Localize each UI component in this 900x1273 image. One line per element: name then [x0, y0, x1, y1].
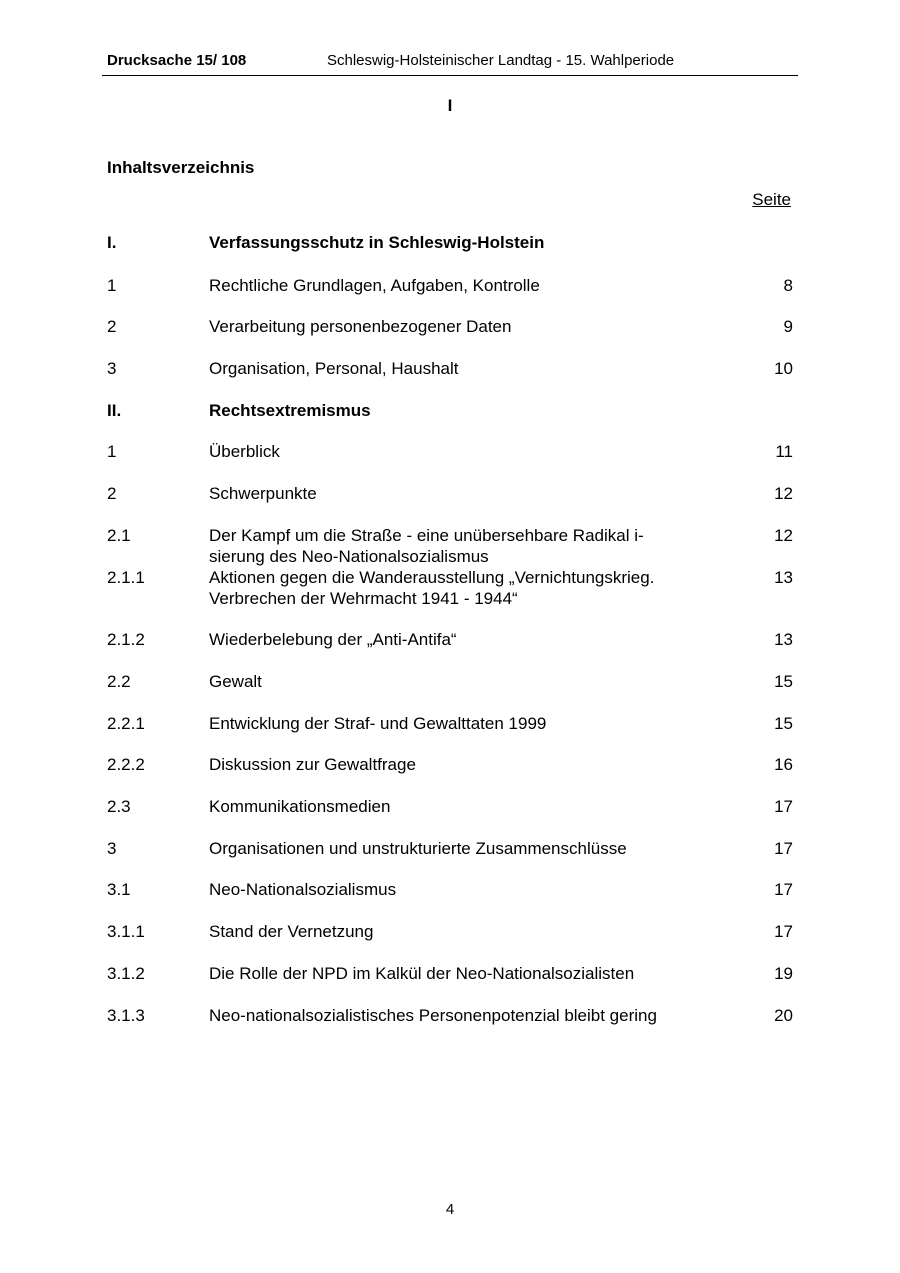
page-number: 4 — [445, 1201, 455, 1218]
toc-entry-text: Stand der Vernetzung — [209, 922, 374, 941]
toc-entry-text: Organisation, Personal, Haushalt — [209, 359, 459, 378]
toc-entry-number: 1 — [107, 276, 117, 295]
toc-entry — [107, 316, 793, 337]
toc-entry-number: 3.1 — [107, 880, 131, 899]
document-number: Drucksache 15/ 108 — [107, 52, 247, 69]
toc-entry-text: Verarbeitung personenbezogener Daten — [209, 317, 512, 336]
toc-entry-page: 17 — [774, 797, 793, 816]
toc-entry-page: 12 — [774, 484, 793, 503]
toc-entry — [107, 1005, 793, 1026]
toc-entry-text: Entwicklung der Straf- und Gewalttaten 1999 — [209, 714, 547, 733]
toc-entry-number: 3 — [107, 839, 117, 858]
toc-entry — [107, 441, 793, 462]
toc-entry-text: Schwerpunkte — [209, 484, 317, 503]
document-title: Schleswig-Holsteinischer Landtag - 15. Wahlperiode — [327, 52, 675, 69]
toc-entry — [107, 879, 793, 900]
toc-entry-page: 17 — [774, 839, 793, 858]
toc-entry — [107, 754, 793, 775]
toc-entry — [107, 525, 793, 567]
toc-title: Inhaltsverzeichnis — [107, 158, 255, 177]
toc-entry-text: Gewalt — [209, 672, 262, 691]
toc-entry — [107, 921, 793, 942]
toc-entry-page: 17 — [774, 922, 793, 941]
toc-entry-page: 12 — [774, 526, 793, 545]
toc-entry-number: II. — [107, 401, 122, 420]
toc-entry-number: 2.2.2 — [107, 755, 145, 774]
header-divider — [102, 75, 798, 76]
toc-entry-number: 3.1.1 — [107, 922, 145, 941]
toc-entry-page: 13 — [774, 568, 793, 587]
toc-entry-page: 20 — [774, 1006, 793, 1025]
toc-entry-page: 9 — [783, 317, 793, 336]
toc-entry-page: 13 — [774, 630, 793, 649]
toc-entry-page: 17 — [774, 880, 793, 899]
toc-entry — [107, 567, 793, 609]
toc-entry-text: Der Kampf um die Straße - eine unübersehbare Radikal i-sierung des Neo-Nationalsozialismus — [209, 526, 644, 566]
page-column-label: Seite — [752, 190, 791, 209]
toc-entry-page: 15 — [774, 714, 793, 733]
toc-entry — [107, 483, 793, 504]
toc-entry-number: 2 — [107, 484, 117, 503]
toc-entry-number: 2.2.1 — [107, 714, 145, 733]
toc-entry-number: 3 — [107, 359, 117, 378]
toc-entry-number: 2.1 — [107, 526, 131, 545]
toc-entry-text: Überblick — [209, 442, 280, 461]
toc-entry-page: 8 — [783, 276, 793, 295]
toc-entry-number: 1 — [107, 442, 117, 461]
toc-entry-text: Rechtsextremismus — [209, 401, 371, 420]
toc-entry — [107, 629, 793, 650]
toc-entry-text: Kommunikationsmedien — [209, 797, 391, 816]
toc-entry — [107, 358, 793, 379]
toc-entry-number: 3.1.3 — [107, 1006, 145, 1025]
toc-entry-text: Organisationen und unstrukturierte Zusammenschlüsse — [209, 839, 627, 858]
toc-entry-page: 15 — [774, 672, 793, 691]
roman-numeral: I — [447, 96, 453, 115]
toc-entry-text: Rechtliche Grundlagen, Aufgaben, Kontrolle — [209, 276, 540, 295]
toc-entry-number: 2.3 — [107, 797, 131, 816]
toc-entry-text: Wiederbelebung der „Anti-Antifa“ — [209, 630, 457, 649]
toc-entry-text: Verfassungsschutz in Schleswig-Holstein — [209, 233, 545, 252]
toc-entry-page: 16 — [774, 755, 793, 774]
toc-entry-page: 11 — [775, 442, 793, 461]
toc-entry — [107, 796, 793, 817]
page-header — [107, 52, 797, 74]
toc-entry-page: 10 — [774, 359, 793, 378]
toc-entry-text: Diskussion zur Gewaltfrage — [209, 755, 416, 774]
toc-entry-number: I. — [107, 233, 117, 252]
toc-entry-number: 3.1.2 — [107, 964, 145, 983]
toc-entry-number: 2.2 — [107, 672, 131, 691]
toc-entry-text: Neo-Nationalsozialismus — [209, 880, 397, 899]
toc-entry — [107, 232, 793, 253]
toc-entry-text: Die Rolle der NPD im Kalkül der Neo-Nationalsozialisten — [209, 964, 635, 983]
toc-entry-text: Aktionen gegen die Wanderausstellung „Vernichtungskrieg. Verbrechen der Wehrmacht 1941 - 1944“ — [209, 568, 655, 608]
toc-entry — [107, 963, 793, 984]
toc-entry-page: 19 — [774, 964, 793, 983]
toc-entry-number: 2 — [107, 317, 117, 336]
toc-entry-text: Neo-nationalsozialistisches Personenpotenzial bleibt gering — [209, 1006, 657, 1025]
toc-entry — [107, 713, 793, 734]
toc-entry — [107, 400, 793, 421]
toc-entry-number: 2.1.2 — [107, 630, 145, 649]
toc-entry — [107, 838, 793, 859]
toc-entry — [107, 671, 793, 692]
toc-entry — [107, 275, 793, 296]
toc-entry-number: 2.1.1 — [107, 568, 145, 587]
